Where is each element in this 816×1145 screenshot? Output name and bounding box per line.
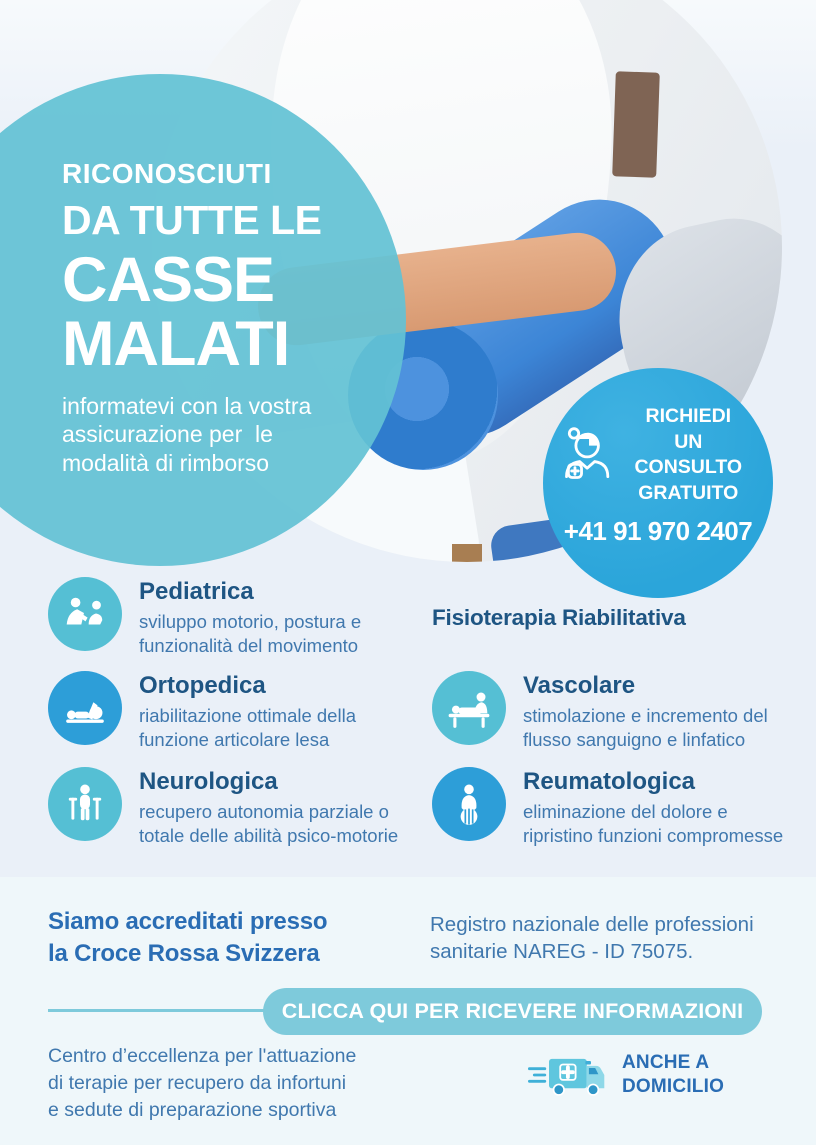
neurologic-icon-circle <box>48 767 122 841</box>
accreditation-title: Siamo accreditati presso la Croce Rossa Svizzera <box>48 908 328 968</box>
pediatric-icon-circle <box>48 577 122 651</box>
service-item-reumatologica <box>432 767 783 849</box>
photo-table-leg <box>452 544 482 562</box>
service-title: Vascolare <box>523 672 636 699</box>
service-item-ortopedica <box>48 671 356 753</box>
doctor-icon <box>559 425 612 485</box>
service-description: riabilitazione ottimale della funzione articolare lesa <box>139 705 356 751</box>
service-item-neurologica <box>48 767 398 849</box>
badge-line-4: MALATI <box>62 309 290 380</box>
service-description: stimolazione e incremento del flusso sanguigno e linfatico <box>523 705 768 751</box>
vascular-icon <box>446 685 492 731</box>
service-title: Neurologica <box>139 768 278 795</box>
center-description: Centro d’eccellenza per l'attuazione di terapie per recupero da infortuni e sedute di preparazione sportiva <box>48 1045 357 1121</box>
rheumatologic-icon <box>446 781 492 827</box>
home-service-badge <box>528 1048 724 1102</box>
cta-text: RICHIEDI UN CONSULTO GRATUITO <box>634 405 743 505</box>
orthopedic-icon-circle <box>48 671 122 745</box>
insurance-badge-text <box>62 158 367 477</box>
service-description: recupero autonomia parziale o totale delle abilità psico-motorie <box>139 801 399 847</box>
pediatric-icon <box>62 591 108 637</box>
ambulance-icon <box>528 1048 612 1102</box>
service-text <box>139 767 398 849</box>
service-title: Pediatrica <box>139 578 254 605</box>
badge-note: informatevi con la vostra assicurazione per le modalità di rimborso <box>62 392 312 476</box>
service-item-vascolare <box>432 671 768 753</box>
orthopedic-icon <box>62 685 108 731</box>
info-cta-button[interactable]: CLICCA QUI PER RICEVERE INFORMAZIONI <box>263 988 762 1035</box>
badge-line-3: CASSE <box>62 245 275 315</box>
badge-line-2: DA TUTTE LE <box>62 197 322 243</box>
cta-row <box>543 404 773 507</box>
service-item-pediatrica <box>48 577 361 659</box>
service-description: sviluppo motorio, postura e funzionalità del movimento <box>139 611 362 657</box>
photo-shelf-block <box>612 71 660 177</box>
services-heading: Fisioterapia Riabilitativa <box>432 605 686 630</box>
service-text <box>139 671 356 753</box>
registry-text: Registro nazionale delle professioni sanitarie NAREG - ID 75075. <box>430 913 754 963</box>
service-description: eliminazione del dolore e ripristino funzioni compromesse <box>523 801 784 847</box>
free-consult-cta-circle[interactable] <box>543 368 773 598</box>
service-text <box>523 767 783 849</box>
home-service-text: ANCHE A DOMICILIO <box>622 1052 725 1097</box>
vascular-icon-circle <box>432 671 506 745</box>
phone-number[interactable]: +41 91 970 2407 <box>563 515 753 546</box>
badge-line-1: RICONOSCIUTI <box>62 158 272 189</box>
service-text <box>139 577 361 659</box>
service-title: Reumatologica <box>523 768 696 795</box>
divider-line <box>48 1009 264 1012</box>
rheumatologic-icon-circle <box>432 767 506 841</box>
neurologic-icon <box>62 781 108 827</box>
service-text <box>523 671 768 753</box>
service-title: Ortopedica <box>139 672 266 699</box>
